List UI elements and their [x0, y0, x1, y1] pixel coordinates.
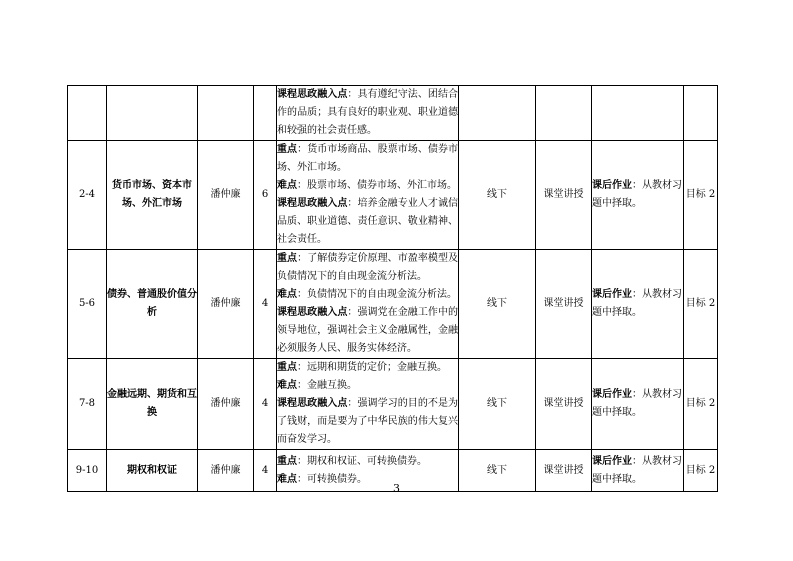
method-cell [536, 86, 592, 141]
week-cell: 5-6 [68, 250, 107, 359]
content-label: 课程思政融入点 [277, 198, 348, 209]
homework-label: 课后作业 [592, 289, 632, 300]
content-separator: ： [297, 253, 308, 264]
table-row [68, 86, 718, 141]
content-text: 培养金融专业人才诚信品质、职业道德、责任意识、敬业精神、社会责任。 [277, 198, 459, 245]
teacher-cell: 潘仲廉 [198, 250, 254, 359]
homework-text: ：从教材习题中择取。 [592, 180, 682, 209]
content-text: 了解债券定价原理、市盈率模型及负债情况下的自由现金流分析法。 [277, 253, 459, 282]
teacher-cell: 潘仲廉 [198, 141, 254, 250]
homework-cell [592, 86, 684, 141]
mode-cell: 线下 [459, 450, 536, 492]
content-label: 重点 [277, 253, 298, 264]
content-label: 课程思政融入点 [277, 307, 348, 318]
homework-label: 课后作业 [592, 389, 632, 400]
content-separator: ： [297, 144, 308, 155]
content-cell [277, 141, 459, 250]
content-separator: ： [347, 307, 358, 318]
content-separator: ： [297, 380, 307, 391]
mode-cell: 线下 [459, 141, 536, 250]
content-separator: ： [347, 89, 358, 100]
content-separator: ： [297, 289, 307, 300]
method-cell: 课堂讲授 [536, 359, 592, 450]
week-cell: 9-10 [68, 450, 107, 492]
content-separator: ： [347, 398, 358, 409]
homework-cell [592, 250, 684, 359]
content-text: 期权和权证、可转换债券。 [307, 455, 427, 467]
hours-cell: 6 [254, 141, 277, 250]
goal-cell: 目标 2 [684, 359, 718, 450]
homework-text: ：从教材习题中择取。 [592, 389, 682, 418]
topic-cell: 期权和权证 [107, 450, 198, 492]
week-cell: 2-4 [68, 141, 107, 250]
mode-cell [459, 86, 536, 141]
content-text: 强调党在金融工作中的领导地位，强调社会主义金融属性，金融必须服务人民、服务实体经济。 [277, 307, 459, 354]
homework-cell [592, 141, 684, 250]
topic-cell [107, 86, 198, 141]
week-cell: 7-8 [68, 359, 107, 450]
content-label: 重点 [277, 455, 297, 467]
homework-text: ：从教材习题中择取。 [592, 289, 682, 318]
content-label: 难点 [277, 473, 297, 485]
mode-cell: 线下 [459, 250, 536, 359]
goal-cell [684, 86, 718, 141]
content-separator: ： [347, 198, 358, 209]
syllabus-table [67, 85, 718, 492]
content-separator: ： [297, 362, 307, 373]
content-text: 股票市场、债券市场、外汇市场。 [307, 180, 457, 191]
table-row [68, 359, 718, 450]
goal-cell: 目标 2 [684, 250, 718, 359]
content-text: 金融互换。 [307, 380, 357, 391]
content-text: 远期和期货的定价；金融互换。 [307, 362, 447, 373]
hours-cell [254, 86, 277, 141]
content-label: 难点 [277, 380, 297, 391]
method-cell: 课堂讲授 [536, 450, 592, 492]
goal-cell: 目标 2 [684, 141, 718, 250]
content-text: 货币市场商品、股票市场、债券市场、外汇市场。 [277, 144, 459, 173]
method-cell: 课堂讲授 [536, 250, 592, 359]
teacher-cell [198, 86, 254, 141]
table-row [68, 250, 718, 359]
content-text: 具有遵纪守法、团结合作的品质；具有良好的职业观、职业道德和较强的社会责任感。 [277, 89, 459, 136]
content-text: 负债情况下的自由现金流分析法。 [307, 289, 457, 300]
hours-cell: 4 [254, 359, 277, 450]
content-label: 重点 [277, 144, 298, 155]
homework-cell [592, 359, 684, 450]
teacher-cell: 潘仲廉 [198, 450, 254, 492]
content-text: 强调学习的目的不是为了钱财，而是要为了中华民族的伟大复兴而奋发学习。 [277, 398, 459, 445]
content-separator: ： [297, 473, 307, 485]
content-separator: ： [297, 455, 307, 467]
topic-cell: 债券、普通股价值分析 [107, 250, 198, 359]
content-label: 难点 [277, 180, 297, 191]
content-label: 课程思政融入点 [277, 89, 348, 100]
content-text: 可转换债券。 [307, 473, 367, 485]
week-cell [68, 86, 107, 141]
content-label: 重点 [277, 362, 297, 373]
mode-cell: 线下 [459, 359, 536, 450]
topic-cell: 货币市场、资本市场、外汇市场 [107, 141, 198, 250]
topic-cell: 金融远期、期货和互换 [107, 359, 198, 450]
goal-cell: 目标 2 [684, 450, 718, 492]
hours-cell: 4 [254, 450, 277, 492]
method-cell: 课堂讲授 [536, 141, 592, 250]
homework-label: 课后作业 [592, 180, 632, 191]
hours-cell: 4 [254, 250, 277, 359]
content-label: 难点 [277, 289, 297, 300]
content-separator: ： [297, 180, 307, 191]
homework-label: 课后作业 [592, 455, 632, 467]
content-cell [277, 86, 459, 141]
content-cell [277, 250, 459, 359]
content-cell [277, 359, 459, 450]
teacher-cell: 潘仲廉 [198, 359, 254, 450]
homework-text: ：从教材习题中择取。 [592, 455, 682, 485]
page-number: 3 [393, 482, 400, 495]
content-label: 课程思政融入点 [277, 398, 348, 409]
table-row [68, 141, 718, 250]
